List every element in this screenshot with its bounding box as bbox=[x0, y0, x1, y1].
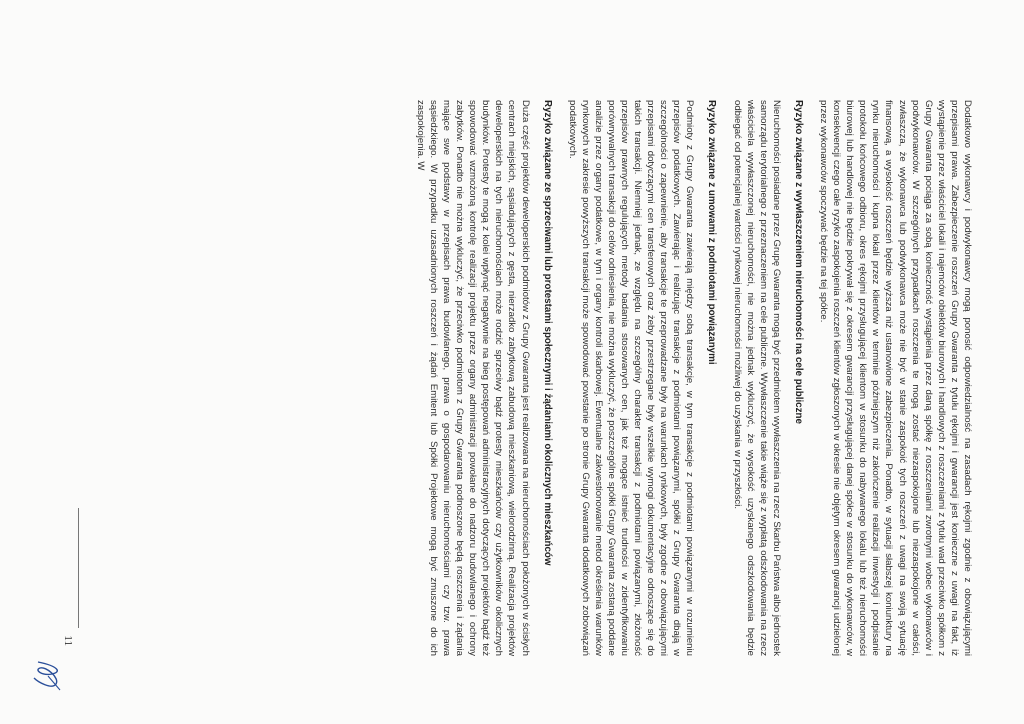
page-number: 11 bbox=[62, 635, 74, 646]
signature-initials-icon bbox=[28, 656, 68, 696]
document-body bbox=[404, 100, 974, 656]
heading-social-protests: Ryzyko związane ze sprzeciwami lub protestami społecznymi i żądaniami okolicznych mieszkańców bbox=[541, 100, 553, 566]
paragraph-warranty: Dodatkowo wykonawcy i podwykonawcy mogą ponosić odpowiedzialność na zasadach rękojmi zgodnie z obowiązującymi przepisami prawa. Zabezpieczenie roszczeń Grupy Gwaranta z tytułu rękojmi i gwarancji jest konieczne z uwagi na fakt, iż wystąpienie przez właściciel lokali i najemców obiektów biurowych i handlowych z roszczeniami z tytułu wad przeciwko spółkom z Grupy Gwaranta pociąga za sobą konieczność wystąpienia przez daną spółkę z roszczeniami zwrotnymi wobec wykonawców i podwykonawców. W szczególnych przypadkach roszczenia te mogą zostać niezaspokojone lub niezaspokojone w całości, zwłaszcza, że wykonawca lub podwykonawca może nie być w stanie zaspokoić tych roszczeń z uwagi na swoją sytuację finansową, a wysokość roszczeń będzie wyższa niż ustanowione zabezpieczenia. Ponadto, w sytuacji słabszej koniunktury na rynku nieruchomości i kupna lokali przez klientów w terminie późniejszym niż zakończenie realizacji inwestycji i podpisanie protokołu końcowego odbioru, okres rękojmi przysługującej klientom w stosunku do nabywanego lokalu lub też nieruchomości biurowej lub handlowej nie będzie pokrywał się z okresem gwarancji przysługującej danej spółce w stosunku do wykonawców, w konsekwencji czego całe ryzyko zaspokojenia roszczeń klientów zgłoszonych w okresie nie objętym okresem gwarancji udzielonej przez wykonawców spoczywać będzie na tej spółce. bbox=[817, 100, 973, 656]
heading-expropriation: Ryzyko związane z wywłaszczeniem nieruchomości na cele publiczne bbox=[792, 100, 804, 424]
paragraph-expropriation: Nieruchomości posiadane przez Grupę Gwaranta mogą być przedmiotem wywłaszczenia na rzecz Skarbu Państwa albo jednostek samorządu terytorialnego z przeznaczeniem na cele publiczne. Wywłaszczenie takie wiąże się z wypłatą odszkodowania na rzecz właściciela wywłaszczonej nieruchomości, nie można jednak wykluczyć, że wysokość uzyskanego odszkodowania będzie odbiegać od potencjalnej wartości rynkowej nieruchomości możliwej do uzyskania w przyszłości. bbox=[731, 100, 782, 656]
paragraph-social-protests: Duża część projektów deweloperskich podmiotów z Grupy Gwaranta jest realizowana na nieruchomościach położonych w ścisłych centrach miejskich, sąsiadujących z gęsta, nierzadko zabytkową zabudową mieszkaniową, wielorodzinną. Realizacja projektów deweloperskich na tych nieruchomościach może rodzić sprzeciwy bądź protesty mieszkańców czy użytkowników okolicznych budynków. Protesty te mogą z kolei wpłynąć negatywnie na bieg postępowań administracyjnych dotyczących projektów bądź też spowodować wzmożoną kontrolę realizacji projektu przez organy administracji powołane do nadzoru budowlanego i ochrony zabytków. Ponadto nie można wykluczyć, że przeciwko podmiotom z Grupy Gwaranta podnoszone będą roszczenia i żądania mające swe podstawy w przepisach prawa budowlanego, prawa o gospodarowaniu nieruchomościami czy tzw. prawa sąsiedzkiego. W przypadku uzasadnionych roszczeń i żądań Emitent lub Spółki Projektowe mogą być zmuszone do ich zaspokojenia. W bbox=[414, 100, 531, 656]
heading-related-parties: Ryzyko związane z umowami z podmiotami powiązanymi bbox=[706, 100, 718, 365]
paragraph-related-parties: Podmioty z Grupy Gwaranta zawierają między sobą transakcje, w tym transakcje z podmiotami powiązanymi w rozumieniu przepisów podatkowych. Zawierając i realizując transakcje z podmiotami powiązanymi, spółki z Grupy Gwaranta dbają w szczególności o zapewnienie, aby transakcje te przeprowadzane były na warunkach rynkowych, były zgodne z obowiązującymi przepisami dotyczącymi cen transferowych oraz żeby przestrzegane były wszelkie wymogi dokumentacyjne odnoszące się do takich transakcji. Niemniej jednak, ze względu na szczególny charakter transakcji z podmiotami powiązanymi, złożoność przepisów prawnych regulujących metody badania stosowanych cen, jak też mogące istnieć trudności w zidentyfikowaniu porównywalnych transakcji do celów odniesienia, nie można wykluczyć, że poszczególne spółki Grupy Gwaranta zostaną poddane analizie przez organy podatkowe, w tym i organy kontroli skarbowej. Ewentualne zakwestionowanie metod określenia warunków rynkowych w zakresie powyższych transakcji może spowodować powstanie po stronie Grupy Gwaranta dodatkowych zobowiązań podatkowych. bbox=[566, 100, 696, 656]
footer-rule bbox=[78, 508, 79, 628]
